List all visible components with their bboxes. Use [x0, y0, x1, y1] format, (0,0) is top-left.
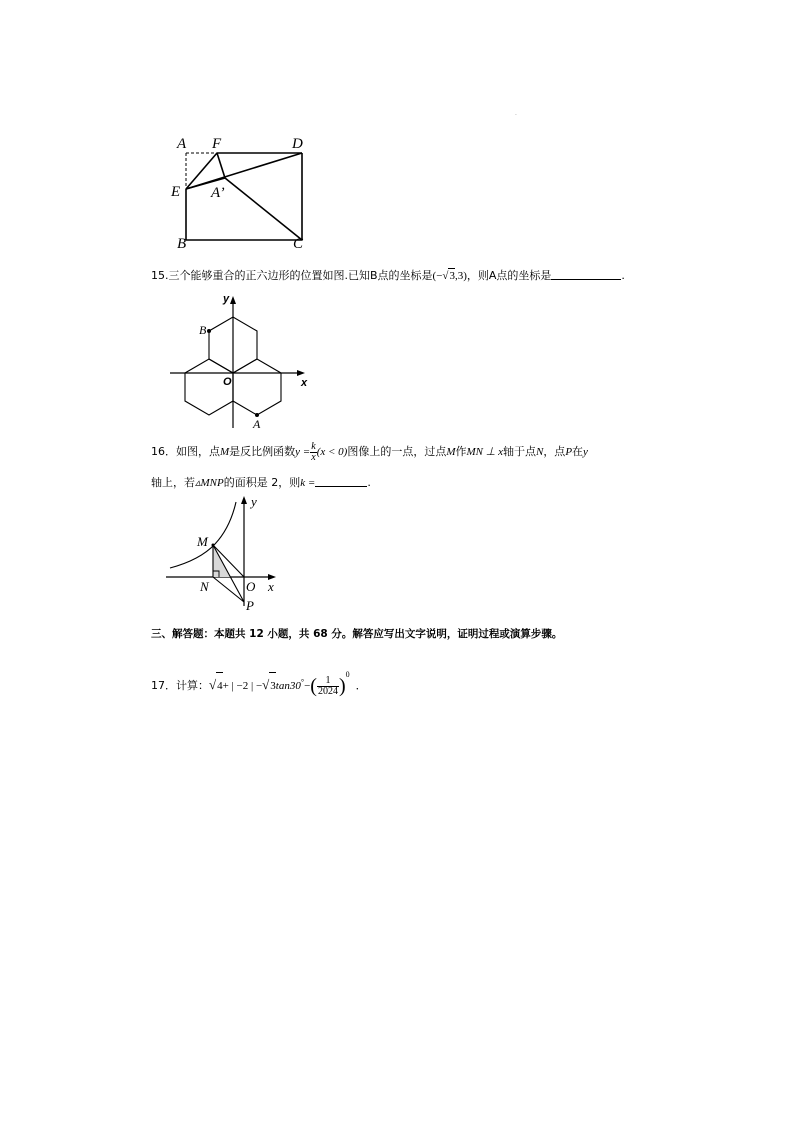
label-f: F — [212, 136, 222, 152]
label-x: x — [301, 377, 308, 389]
q16-t4: 作 — [455, 445, 467, 458]
segment-np — [213, 577, 244, 602]
y-axis-arrow — [230, 296, 236, 304]
q17-sqrt3: 3 — [269, 672, 276, 699]
question-17: 17．计算：√4+ | −2 | −√3tan30°−( $\frac{1}{2024}$ )$^0$． — [151, 670, 367, 697]
q15-coord-open: (− — [432, 270, 443, 282]
q16-line2-t1: 轴上，若 — [151, 476, 195, 489]
q15-text-before: 三个能够重合的正六边形的位置如图.已知B点的坐标是 — [168, 269, 433, 282]
q17-paren-open: ( — [310, 675, 317, 697]
q16-t6: ，点 — [543, 445, 566, 458]
section-3-title: 三、解答题：本题共 12 小题，共 68 分。解答应写出文字说明，证明过程或演算步骤。 — [151, 628, 563, 640]
q16-period: . — [367, 476, 371, 489]
q16-func-lhs: y = — [295, 446, 311, 458]
rectangle-fold-figure — [165, 130, 325, 255]
label-c: C — [293, 236, 304, 252]
q17-exponent: 0 — [345, 670, 350, 679]
question-16-line-1 — [151, 441, 588, 463]
q16-number: 16． — [151, 445, 176, 458]
q16-condition: (x < 0) — [316, 446, 348, 458]
label-d: D — [292, 136, 303, 152]
q17-sqrt4: 4 — [216, 672, 223, 699]
page-mark: · — [515, 112, 517, 119]
label-a: A — [253, 417, 261, 431]
q16-k-eq: k = — [300, 477, 316, 489]
q15-number: 15. — [151, 269, 169, 282]
label-m: M — [197, 534, 208, 549]
label-e: E — [171, 184, 181, 200]
q15-period: . — [621, 269, 625, 282]
q17-frac-num: 1 — [325, 674, 331, 686]
q15-coord-close: ,3) — [454, 270, 467, 282]
q16-y: y — [583, 446, 588, 458]
label-p: P — [246, 598, 254, 613]
q16-line2-t2: 的面积是 2，则 — [223, 476, 301, 489]
label-n: N — [200, 579, 209, 594]
q16-p: P — [565, 446, 573, 458]
inverse-function-figure — [160, 490, 290, 620]
q17-minus: − — [304, 680, 311, 692]
q17-tan: tan30 — [275, 680, 301, 692]
segment-ed — [186, 153, 302, 189]
q15-coord-sqrt: 3 — [449, 270, 455, 282]
q16-perp: MN ⊥ x — [466, 446, 503, 458]
label-a: A — [177, 136, 187, 152]
x-axis-arrow — [297, 370, 305, 376]
q15-answer-blank[interactable] — [551, 268, 621, 280]
q16-frac-num: k — [311, 440, 316, 452]
q16-m: M — [220, 446, 230, 458]
segment-fa-prime — [217, 153, 225, 178]
q16-t5: 轴于点 — [502, 445, 536, 458]
q15-text-after: ，则A点的坐标是 — [466, 269, 552, 282]
q17-period: ． — [355, 679, 367, 692]
q16-t3: 图像上的一点，过点 — [347, 445, 447, 458]
label-o: O — [223, 376, 232, 388]
q17-fraction — [317, 676, 339, 697]
label-y: y — [223, 293, 230, 305]
label-x: x — [268, 579, 274, 594]
label-a-prime: A’ — [211, 185, 225, 201]
point-b — [207, 329, 211, 333]
label-y: y — [251, 494, 257, 509]
q16-n: N — [535, 446, 544, 458]
q17-degree: ° — [300, 677, 305, 687]
q17-paren-close: ) — [338, 675, 346, 697]
label-o: O — [246, 579, 256, 594]
y-axis-arrow — [241, 496, 247, 504]
q16-t1: 如图，点 — [176, 445, 220, 458]
hexagons-figure — [165, 290, 315, 430]
segment-a-prime-c — [225, 178, 302, 240]
label-b: B — [177, 236, 187, 252]
question-16-line-2 — [151, 475, 371, 490]
q17-label: 计算： — [176, 679, 209, 692]
q16-frac-den: x — [311, 451, 316, 463]
point-m — [212, 544, 215, 547]
hexagon-right — [233, 359, 281, 415]
q16-answer-blank[interactable] — [315, 475, 367, 487]
q16-triangle: ▵MNP — [195, 477, 224, 489]
q17-number: 17． — [151, 679, 176, 692]
q16-t2: 是反比例函数 — [229, 445, 296, 458]
question-15: 15.三个能够重合的正六边形的位置如图.已知B点的坐标是(−√3,3)，则A点的坐标是 . — [151, 269, 625, 282]
q16-t7: 在 — [572, 445, 584, 458]
q17-frac-den: 2024 — [317, 685, 338, 697]
q17-plus-abs: + | −2 | − — [222, 680, 263, 692]
label-b: B — [199, 323, 207, 337]
q16-m2: M — [446, 446, 456, 458]
